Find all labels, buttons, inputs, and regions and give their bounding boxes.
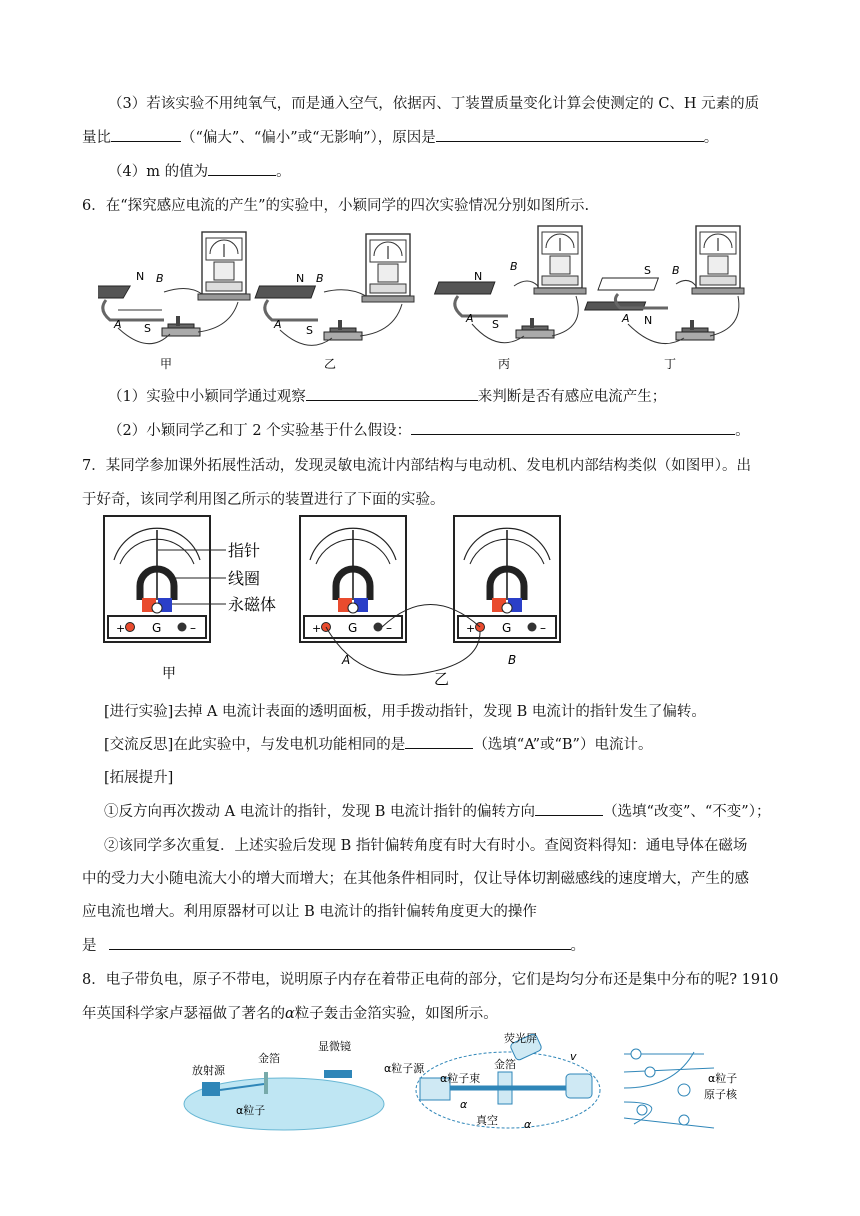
label-a-q7: A (342, 653, 351, 667)
q5-part3-line1: （3）若该实验不用纯氧气，而是通入空气，依据丙、丁装置质量变化计算会使测定的 C、H 元素的质 (108, 96, 760, 112)
q7-ext2-line3: 应电流也增大。利用原器材可以让 B 电流计的指针偏转角度更大的操作 (82, 904, 537, 920)
galvanometer-a (300, 516, 406, 667)
q7-ext2-line1: ②该同学多次重复．上述实验后发现 B 指针偏转角度有时大有时小。查阅资料得知：通电导体在磁场 (104, 838, 748, 854)
q7-ext2-end: 。 (570, 938, 585, 954)
label-b-jia: B (156, 272, 164, 285)
q5-part3-text-b: （“偏大”、“偏小”或“无影响”），原因是 (181, 130, 436, 146)
q6-part2-end: 。 (735, 423, 750, 439)
label-alpha-1: α (460, 1098, 468, 1111)
answer-blank-q5-reason[interactable] (436, 127, 704, 142)
label-n-ding: N (644, 314, 653, 327)
answer-blank-q5-m[interactable] (208, 161, 276, 176)
label-nucleus: 原子核 (704, 1088, 737, 1101)
minus-a: – (386, 621, 392, 635)
label-v: v (570, 1050, 577, 1063)
galvanometer-jia (104, 516, 276, 682)
q6-stem: 6．在“探究感应电流的产生”的实验中，小颖同学的四次实验情况分别如图所示. (82, 198, 590, 214)
setup-bing (435, 226, 586, 343)
caption-jia-q7: 甲 (162, 666, 176, 682)
answer-blank-q6-observe[interactable] (306, 386, 478, 401)
label-vacuum: 真空 (476, 1114, 498, 1127)
label-n-bing: N (474, 270, 483, 283)
q6-figure (98, 224, 758, 374)
label-coil: 线圈 (228, 569, 261, 588)
label-a-ding: A (622, 312, 630, 325)
q7-ext1-text-b: （选填“改变”、“不变”）； (603, 804, 771, 820)
q5-part3-text-a: 量比 (82, 130, 111, 146)
label-pointer: 指针 (228, 541, 261, 560)
label-magnet: 永磁体 (228, 595, 277, 614)
setup-yi (255, 234, 414, 345)
label-b-q7: B (508, 653, 517, 667)
q7-figure (100, 512, 570, 688)
minus-jia: – (190, 621, 196, 635)
label-a-yi: A (274, 318, 282, 331)
label-alpha-particle-2: α粒子 (708, 1072, 738, 1085)
label-s-jia: S (144, 322, 151, 335)
q7-reflection-text-b: （选填“A”或“B”）电流计。 (473, 737, 653, 753)
label-alpha-2: α (524, 1118, 532, 1131)
q6-part2-text: （2）小颖同学乙和丁 2 个实验基于什么假设： (108, 423, 412, 439)
nucleus-diagram (624, 1049, 738, 1128)
q7-ext1-line (104, 800, 770, 821)
q7-reflection-text-a: [交流反思]在此实验中，与发电机功能相同的是 (104, 737, 406, 753)
g-a: G (348, 621, 358, 635)
alpha-symbol: α (285, 1006, 295, 1022)
caption-jia: 甲 (160, 357, 173, 371)
plus-a: + (312, 622, 322, 635)
q7-ext2-line4 (82, 934, 585, 955)
label-a-bing: A (466, 312, 474, 325)
label-s-bing: S (492, 318, 499, 331)
q7-extension-heading: [拓展提升] (104, 770, 174, 786)
g-jia: G (152, 621, 162, 635)
setup-jia (98, 232, 250, 344)
label-n-yi: N (296, 272, 305, 285)
label-alpha-source: α粒子源 (384, 1062, 425, 1075)
minus-b: – (540, 621, 546, 635)
label-b-yi: B (316, 272, 324, 285)
caption-yi-q7: 乙 (434, 670, 450, 688)
q7-ext1-text-a: ①反方向再次拨动 A 电流计的指针，发现 B 电流计指针的偏转方向 (104, 804, 536, 820)
caption-ding: 丁 (664, 357, 677, 371)
label-n-jia: N (136, 270, 145, 283)
label-microscope: 显微镜 (318, 1040, 351, 1053)
answer-blank-q5-ratio[interactable] (111, 127, 181, 142)
q6-part2-line (108, 419, 750, 440)
q7-reflection-line (104, 733, 652, 754)
q6-part1-text-b: 来判断是否有感应电流产生； (477, 389, 667, 405)
label-b-ding: B (672, 264, 680, 277)
q5-part3-end: 。 (703, 130, 719, 146)
label-s-yi: S (306, 324, 313, 337)
q8-figure (174, 1032, 774, 1136)
q5-part3-line2 (82, 126, 718, 147)
q8-stem-text-b: 粒子轰击金箔实验，如图所示。 (294, 1006, 498, 1022)
q6-part1-text-a: （1）实验中小颖同学通过观察 (108, 389, 306, 405)
q5-part4-text: （4）m 的值为 (108, 164, 209, 180)
plus-jia: + (116, 622, 126, 635)
q8-stem-text-a: 年英国科学家卢瑟福做了著名的 (82, 1006, 285, 1022)
label-foil: 金箔 (258, 1052, 280, 1065)
q7-experiment: [进行实验]去掉 A 电流计表面的透明面板，用手拨动指针，发现 B 电流计的指针发生了偏转。 (104, 704, 706, 720)
g-b: G (502, 621, 512, 635)
q5-part4-line (108, 160, 291, 181)
label-foil-2: 金箔 (494, 1058, 516, 1071)
label-alpha-particle: α粒子 (236, 1104, 266, 1117)
q6-part1-line (108, 385, 666, 406)
answer-blank-q7-operation[interactable] (109, 935, 571, 950)
scattering-diagram (384, 1032, 600, 1131)
rutherford-apparatus (184, 1039, 384, 1130)
q7-stem-line2: 于好奇，该同学利用图乙所示的装置进行了下面的实验。 (82, 492, 445, 508)
label-source: 放射源 (192, 1064, 225, 1077)
label-s-ding: S (644, 264, 651, 277)
label-alpha-beam: α粒子束 (440, 1072, 481, 1085)
q5-part4-end: 。 (276, 164, 291, 180)
answer-blank-q6-hypothesis[interactable] (411, 420, 735, 435)
galvanometer-b (454, 516, 560, 667)
label-b-bing: B (510, 260, 518, 273)
label-screen: 荧光屏 (504, 1032, 537, 1045)
answer-blank-q7-generator[interactable] (405, 734, 473, 749)
label-a-jia: A (114, 318, 122, 331)
q8-stem-line1: 8．电子带负电，原子不带电，说明原子内存在着带正电荷的部分，它们是均匀分布还是集中分布的呢? 1910 (82, 972, 779, 988)
q7-ext2-text-d: 是 (82, 938, 97, 954)
q8-stem-line2 (82, 1002, 498, 1023)
caption-bing: 丙 (498, 357, 511, 371)
q7-ext2-line2: 中的受力大小随电流大小的增大而增大；在其他条件相同时，仅让导体切割磁感线的速度增大，产生的感 (82, 871, 749, 887)
setup-ding (585, 226, 744, 344)
caption-yi: 乙 (324, 357, 337, 371)
q7-stem-line1: 7．某同学参加课外拓展性活动，发现灵敏电流计内部结构与电动机、发电机内部结构类似（如图甲）。出 (82, 458, 751, 474)
plus-b: + (466, 622, 476, 635)
answer-blank-q7-direction[interactable] (535, 801, 603, 816)
